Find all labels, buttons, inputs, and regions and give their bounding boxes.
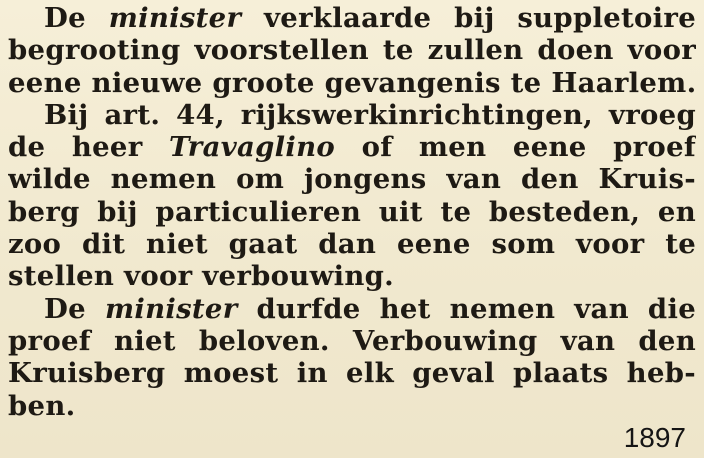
text-run: berg bij particulieren uit te besteden, en: [8, 195, 696, 228]
text-run: De: [44, 292, 105, 325]
text-run: begrooting voorstellen te zullen doen voor: [8, 34, 696, 67]
text-line: [8, 293, 696, 325]
emphasized-text: minister: [104, 292, 238, 325]
text-line: [8, 163, 696, 195]
text-run: Bij art. 44, rijkswerkinrichtingen, vroeg: [44, 98, 696, 131]
emphasized-text: Travaglino: [169, 131, 336, 164]
text-line: [8, 228, 696, 260]
text-line: [8, 67, 696, 99]
text-line: [8, 99, 696, 131]
text-run: de heer: [8, 131, 170, 164]
text-line: [8, 196, 696, 228]
article-text: [8, 2, 696, 422]
text-run: durfde het nemen van die: [237, 292, 696, 325]
text-run: Kruisberg moest in elk geval plaats heb-: [8, 357, 696, 390]
text-run: wilde nemen om jongens van den Kruis-: [8, 163, 696, 196]
text-run: De: [44, 2, 109, 34]
emphasized-text: minister: [108, 2, 242, 34]
text-run: eene nieuwe groote gevangenis te Haarlem.: [8, 66, 696, 99]
text-run: of men eene proef: [335, 131, 696, 164]
text-line: [8, 2, 696, 34]
text-line: [8, 357, 696, 389]
text-run: stellen voor verbouwing.: [8, 260, 395, 293]
text-run: ben.: [8, 389, 76, 422]
text-line: [8, 131, 696, 163]
text-line: [8, 390, 696, 422]
text-line: [8, 34, 696, 66]
text-run: verklaarde bij suppletoire: [241, 2, 696, 34]
text-run: zoo dit niet gaat dan eene som voor te: [8, 228, 696, 261]
text-line: [8, 260, 696, 292]
year-label: 1897: [623, 422, 686, 453]
text-line: [8, 325, 696, 357]
text-run: proef niet beloven. Verbouwing van den: [8, 324, 696, 357]
